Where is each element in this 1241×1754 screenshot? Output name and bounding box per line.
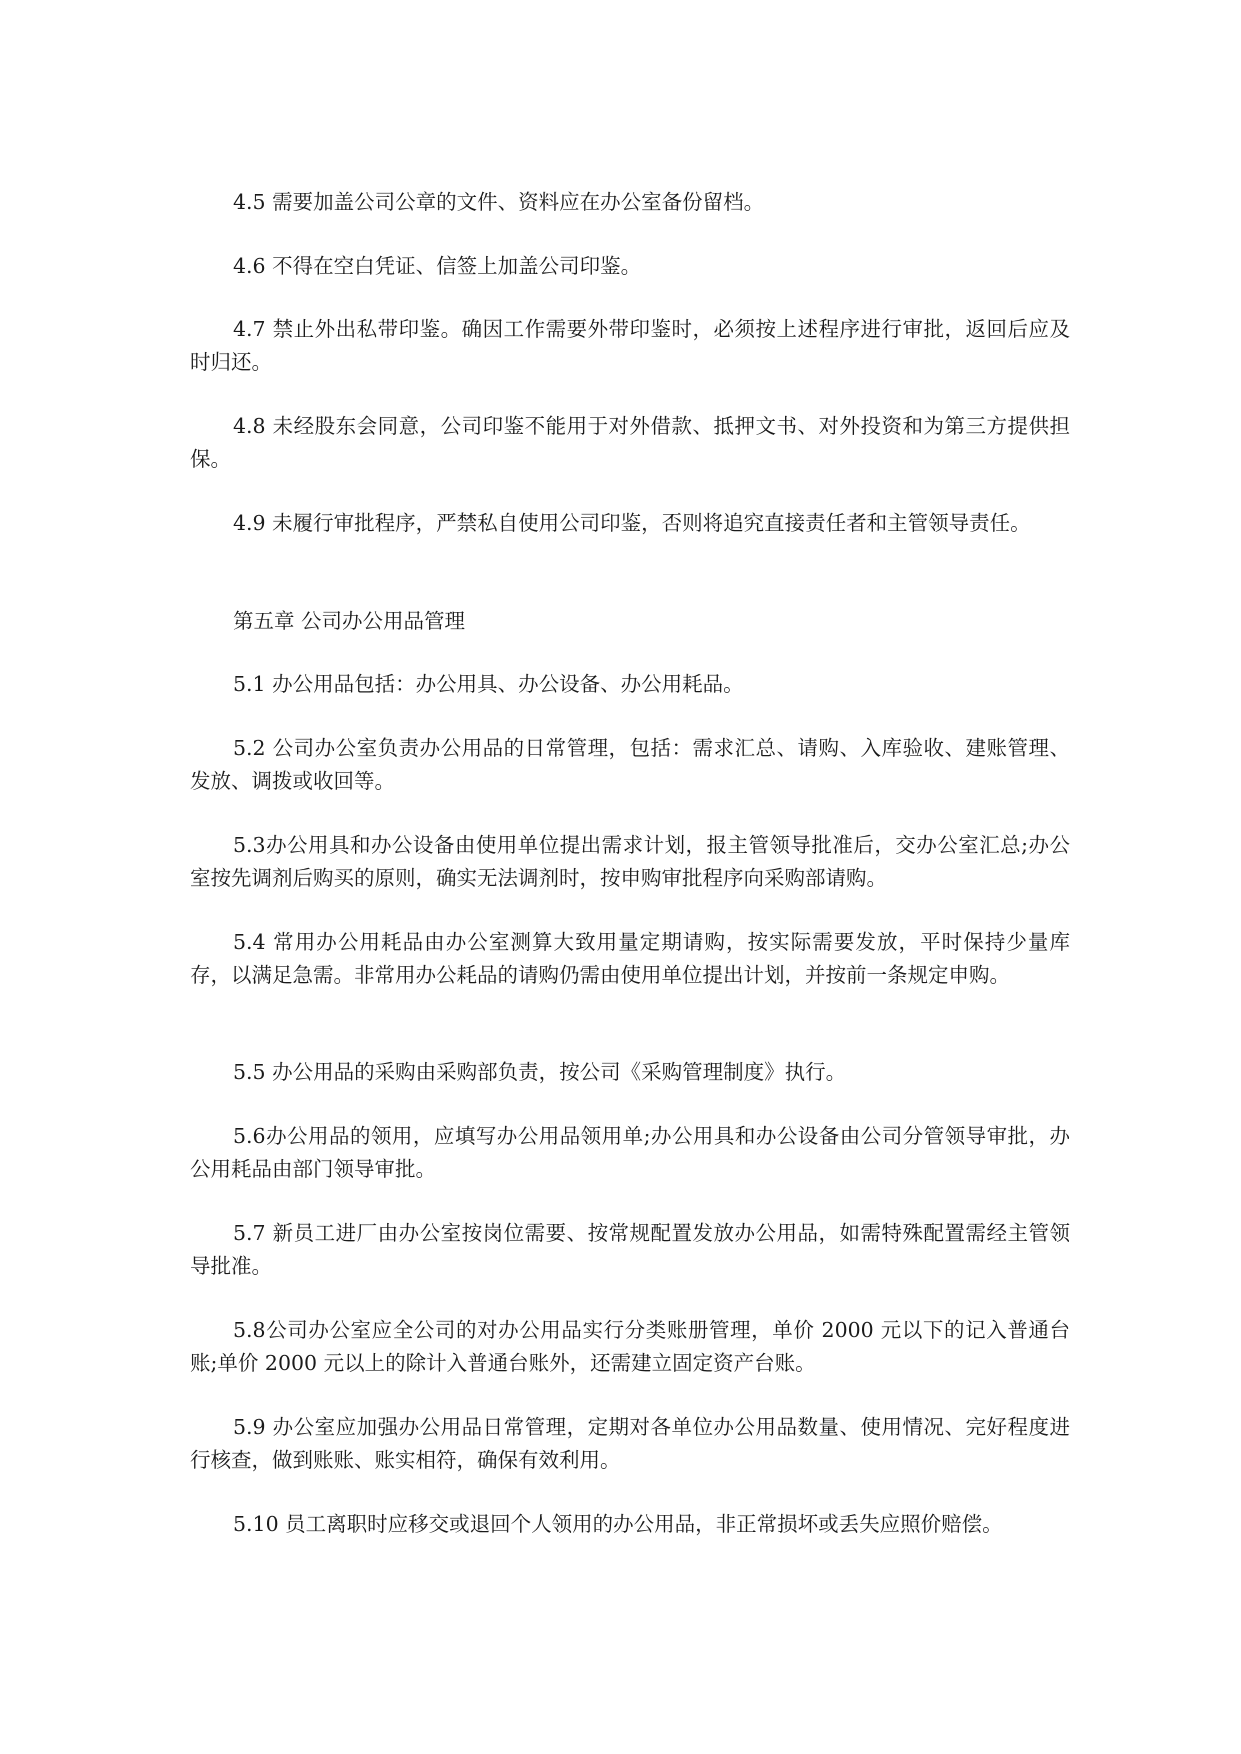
paragraph-4-8: 4.8 未经股东会同意，公司印鉴不能用于对外借款、抵押文书、对外投资和为第三方提供担保。 xyxy=(190,414,1070,471)
paragraph-4-6: 4.6 不得在空白凭证、信签上加盖公司印鉴。 xyxy=(233,254,642,278)
paragraph-5-7: 5.7 新员工进厂由办公室按岗位需要、按常规配置发放办公用品，如需特殊配置需经主管领导批准。 xyxy=(190,1221,1070,1278)
paragraph-5-5: 5.5 办公用品的采购由采购部负责，按公司《采购管理制度》执行。 xyxy=(233,1060,847,1084)
paragraph-5-9: 5.9 办公室应加强办公用品日常管理，定期对各单位办公用品数量、使用情况、完好程度进行核查，做到账账、账实相符，确保有效利用。 xyxy=(190,1415,1070,1472)
paragraph-5-6: 5.6办公用品的领用，应填写办公用品领用单;办公用具和办公设备由公司分管领导审批，办公用耗品由部门领导审批。 xyxy=(190,1124,1070,1181)
paragraph-5-3: 5.3办公用具和办公设备由使用单位提出需求计划，报主管领导批准后，交办公室汇总;办公室按先调剂后购买的原则，确实无法调剂时，按申购审批程序向采购部请购。 xyxy=(190,833,1070,890)
paragraph-5-8: 5.8公司办公室应全公司的对办公用品实行分类账册管理，单价 2000 元以下的记入普通台账;单价 2000 元以上的除计入普通台账外，还需建立固定资产台账。 xyxy=(190,1318,1070,1375)
paragraph-4-9: 4.9 未履行审批程序，严禁私自使用公司印鉴，否则将追究直接责任者和主管领导责任。 xyxy=(233,511,1031,535)
paragraph-5-10: 5.10 员工离职时应移交或退回个人领用的办公用品，非正常损坏或丢失应照价赔偿。 xyxy=(233,1512,1003,1536)
paragraph-5-2: 5.2 公司办公室负责办公用品的日常管理，包括：需求汇总、请购、入库验收、建账管理、发放、调拨或收回等。 xyxy=(190,736,1070,793)
paragraph-4-5: 4.5 需要加盖公司公章的文件、资料应在办公室备份留档。 xyxy=(233,190,765,214)
paragraph-5-1: 5.1 办公用品包括：办公用具、办公设备、办公用耗品。 xyxy=(233,672,744,696)
paragraph-5-4: 5.4 常用办公用耗品由办公室测算大致用量定期请购，按实际需要发放，平时保持少量库存，以满足急需。非常用办公耗品的请购仍需由使用单位提出计划，并按前一条规定申购。 xyxy=(190,930,1070,987)
chapter-five-heading: 第五章 公司办公用品管理 xyxy=(233,609,466,633)
paragraph-4-7: 4.7 禁止外出私带印鉴。确因工作需要外带印鉴时，必须按上述程序进行审批，返回后应及时归还。 xyxy=(190,317,1070,374)
